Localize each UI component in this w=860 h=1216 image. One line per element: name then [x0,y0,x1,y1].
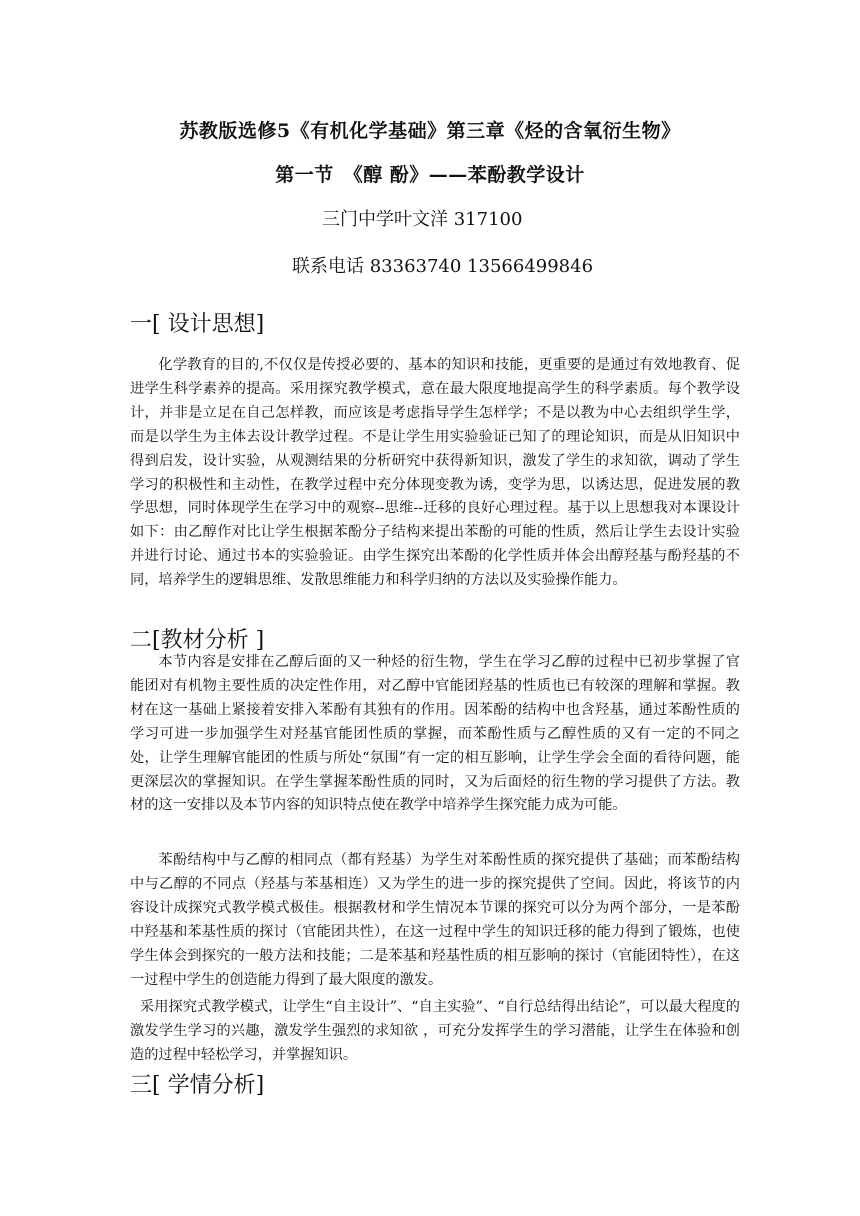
document-title: 苏教版选修5《有机化学基础》第三章《烃的含氧衍生物》 [179,120,681,142]
section-heading-textbook-analysis: 二[教材分析 ] [130,628,265,653]
document-subtitle: 第一节 《醇 酚》——苯酚教学设计 [275,164,585,186]
paragraph-textbook-analysis-3: 采用探究式教学模式，让学生“自主设计”、“自主实验”、“自行总结得出结论”，可以最大程度的激发学生学习的兴趣，激发学生强烈的求知欲 ，可充分发挥学生的学习潜能，让学生在体验和创造的过程中轻松学习，并掌握知识。 [130,999,740,1063]
paragraph-textbook-analysis-2: 苯酚结构中与乙醇的相同点（都有羟基）为学生对苯酚性质的探究提供了基础；而苯酚结构中与乙醇的不同点（羟基与苯基相连）又为学生的进一步的探究提供了空间。因此，将该节的内容设计成探究式教学模式极佳。根据教材和学生情况本节课的探究可以分为两个部分，一是苯酚中羟基和苯基性质的探讨（官能团共性），在这一过程中学生的知识迁移的能力得到了锻炼，也使学生体会到探究的一般方法和技能；二是苯基和羟基性质的相互影响的探讨（官能团特性），在这一过程中学生的创造能力得到了最大限度的激发。 [130,852,740,988]
section-heading-design-idea: 一[ 设计思想] [130,312,265,337]
paragraph-design-idea: 化学教育的目的,不仅仅是传授必要的、基本的知识和技能，更重要的是通过有效地教育、促进学生科学素养的提高。采用探究教学模式，意在最大限度地提高学生的科学素质。每个教学设计，并非是立足在自己怎样教，而应该是考虑指导学生怎样学；不是以教为中心去组织学生学，而是以学生为主体去设计教学过程。不是让学生用实验验证已知了的理论知识，而是从旧知识中得到启发，设计实验，从观测结果的分析研究中获得新知识，激发了学生的求知欲，调动了学生学习的积极性和主动性，在教学过程中充分体现变教为诱，变学为思，以诱达思，促进发展的教学思想，同时体现学生在学习中的观察--思维--迁移的良好心理过程。基于以上思想我对本课设计如下：由乙醇作对比让学生根据苯酚分子结构来提出苯酚的可能的性质，然后让学生去设计实验并进行讨论、通过书本的实验验证。由学生探究出苯酚的化学性质并体会出醇羟基与酚羟基的不同，培养学生的逻辑思维、发散思维能力和科学归纳的方法以及实验操作能力。 [130,357,740,589]
section-heading-student-analysis: 三[ 学情分析] [130,1073,265,1098]
paragraph-textbook-analysis-1: 本节内容是安排在乙醇后面的又一种烃的衍生物，学生在学习乙醇的过程中已初步掌握了官能团对有机物主要性质的决定性作用，对乙醇中官能团羟基的性质也已有较深的理解和掌握。教材在这一基础上紧接着安排入苯酚有其独有的作用。因苯酚的结构中也含羟基，通过苯酚性质的学习可进一步加强学生对羟基官能团性质的掌握，而苯酚性质与乙醇性质的又有一定的不同之处，让学生理解官能团的性质与所处“氛围”有一定的相互影响，让学生学会全面的看待问题，能更深层次的掌握知识。在学生掌握苯酚性质的同时，又为后面烃的衍生物的学习提供了方法。教材的这一安排以及本节内容的知识特点使在教学中培养学生探究能力成为可能。 [130,654,740,814]
author-line: 三门中学叶文洋 317100 [322,209,523,230]
contact-line: 联系电话 83363740 13566499846 [292,256,594,277]
